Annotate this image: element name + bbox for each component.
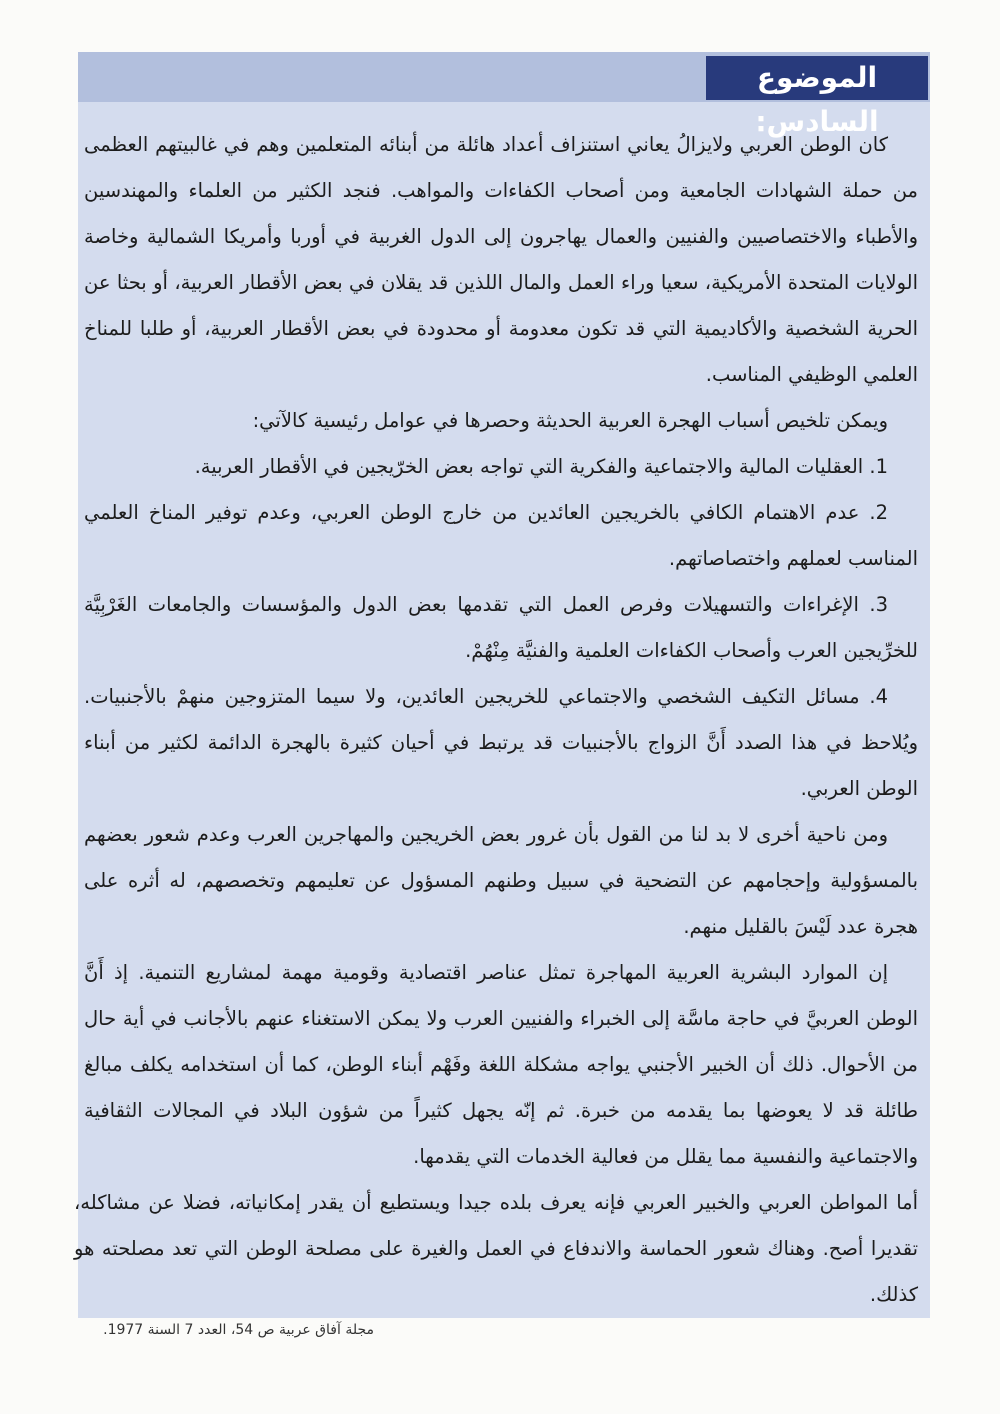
- paragraph-resources: إن الموارد البشرية العربية المهاجرة تمثل عناصر اقتصادية وقومية مهمة لمشاريع التنمية. إذ أَنَّ الوطن العربيَّ في حاجة ماسَّة إلى الخبراء والفنيين العرب ولا يمكن الاستغناء عنهم بالأجانب في أية حال من الأحوال. ذلك أن الخبير الأجنبي يواجه مشكلة اللغة وفَهْم أبناء الوطن، كما أن استخدامه يكلف مبالغ طائلة قد لا يعوضها بما يقدمه من خبرة. ثم إنّه يجهل كثيراً من شؤون البلاد في المجالات الثقافية والاجتماعية والنفسية مما يقلل من فعالية الخدمات التي يقدمها.: [84, 961, 918, 1168]
- source-citation: مجلة آفاق عربية ص 54، العدد 7 السنة 1977.: [103, 1322, 374, 1338]
- paragraph-intro: كان الوطن العربي ولايزالُ يعاني استنزاف أعداد هائلة من أبنائه المتعلمين وهم في غالبيتهم العظمى من حملة الشهادات الجامعية ومن أصحاب الكفاءات والمواهب. فنجد الكثير من العلماء والمهندسين والأطباء والاختصاصيين والفنيين والعمال يهاجرون إلى الدول الغربية في أوربا وأمريكا الشمالية وخاصة الولايات المتحدة الأمريكية، سعيا وراء العمل والمال اللذين قد يقلان في بعض الأقطار العربية، أو بحثا عن الحرية الشخصية والأكاديمية التي قد تكون معدومة أو محدودة في بعض الأقطار العربية، أو طلبا للمناخ العلمي الوظيفي المناسب.: [84, 133, 918, 386]
- list-item-1: 1. العقليات المالية والاجتماعية والفكرية التي تواجه بعض الخرّيجين في الأقطار العربية.: [194, 455, 888, 478]
- list-item-2: 2. عدم الاهتمام الكافي بالخريجين العائدين من خارج الوطن العربي، وعدم توفير المناخ العلمي المناسب لعملهم واختصاصاتهم.: [84, 501, 918, 570]
- paragraph-causes-intro: ويمكن تلخيص أسباب الهجرة العربية الحديثة وحصرها في عوامل رئيسية كالآتي:: [252, 409, 888, 432]
- paragraph-citizen-expert: أما المواطن العربي والخبير العربي فإنه يعرف بلده جيدا ويستطيع أن يقدر إمكانياته، فضلا عن مشاكله، تقديرا أصح. وهناك شعور الحماسة والاندفاع في العمل والغيرة على مصلحة الوطن التي تعد مصلحته هو كذلك.: [74, 1191, 918, 1306]
- list-item-3: 3. الإغراءات والتسهيلات وفرص العمل التي تقدمها بعض الدول والمؤسسات والجامعات الغَرْبِيَّة للخرِّيجين العرب وأصحاب الكفاءات العلمية والفنيَّة مِنْهُمْ.: [84, 593, 918, 662]
- section-title: الموضوع السادس:: [706, 56, 928, 100]
- paragraph-arrogance: ومن ناحية أخرى لا بد لنا من القول بأن غرور بعض الخريجين والمهاجرين العرب وعدم شعور بعضهم بالمسؤولية وإحجامهم عن التضحية في سبيل وطنهم المسؤول عن تعليمهم وتخصصهم، له أثره على هجرة عدد لَيْسَ بالقليل منهم.: [84, 823, 918, 938]
- list-item-4: 4. مسائل التكيف الشخصي والاجتماعي للخريجين العائدين، ولا سيما المتزوجين منهمْ بالأجنبيات. ويُلاحظ في هذا الصدد أَنَّ الزواج بالأجنبيات قد يرتبط في أحيان كثيرة بالهجرة الدائمة لكثير من أبناء الوطن العربي.: [84, 685, 918, 800]
- article-body: [74, 122, 918, 1318]
